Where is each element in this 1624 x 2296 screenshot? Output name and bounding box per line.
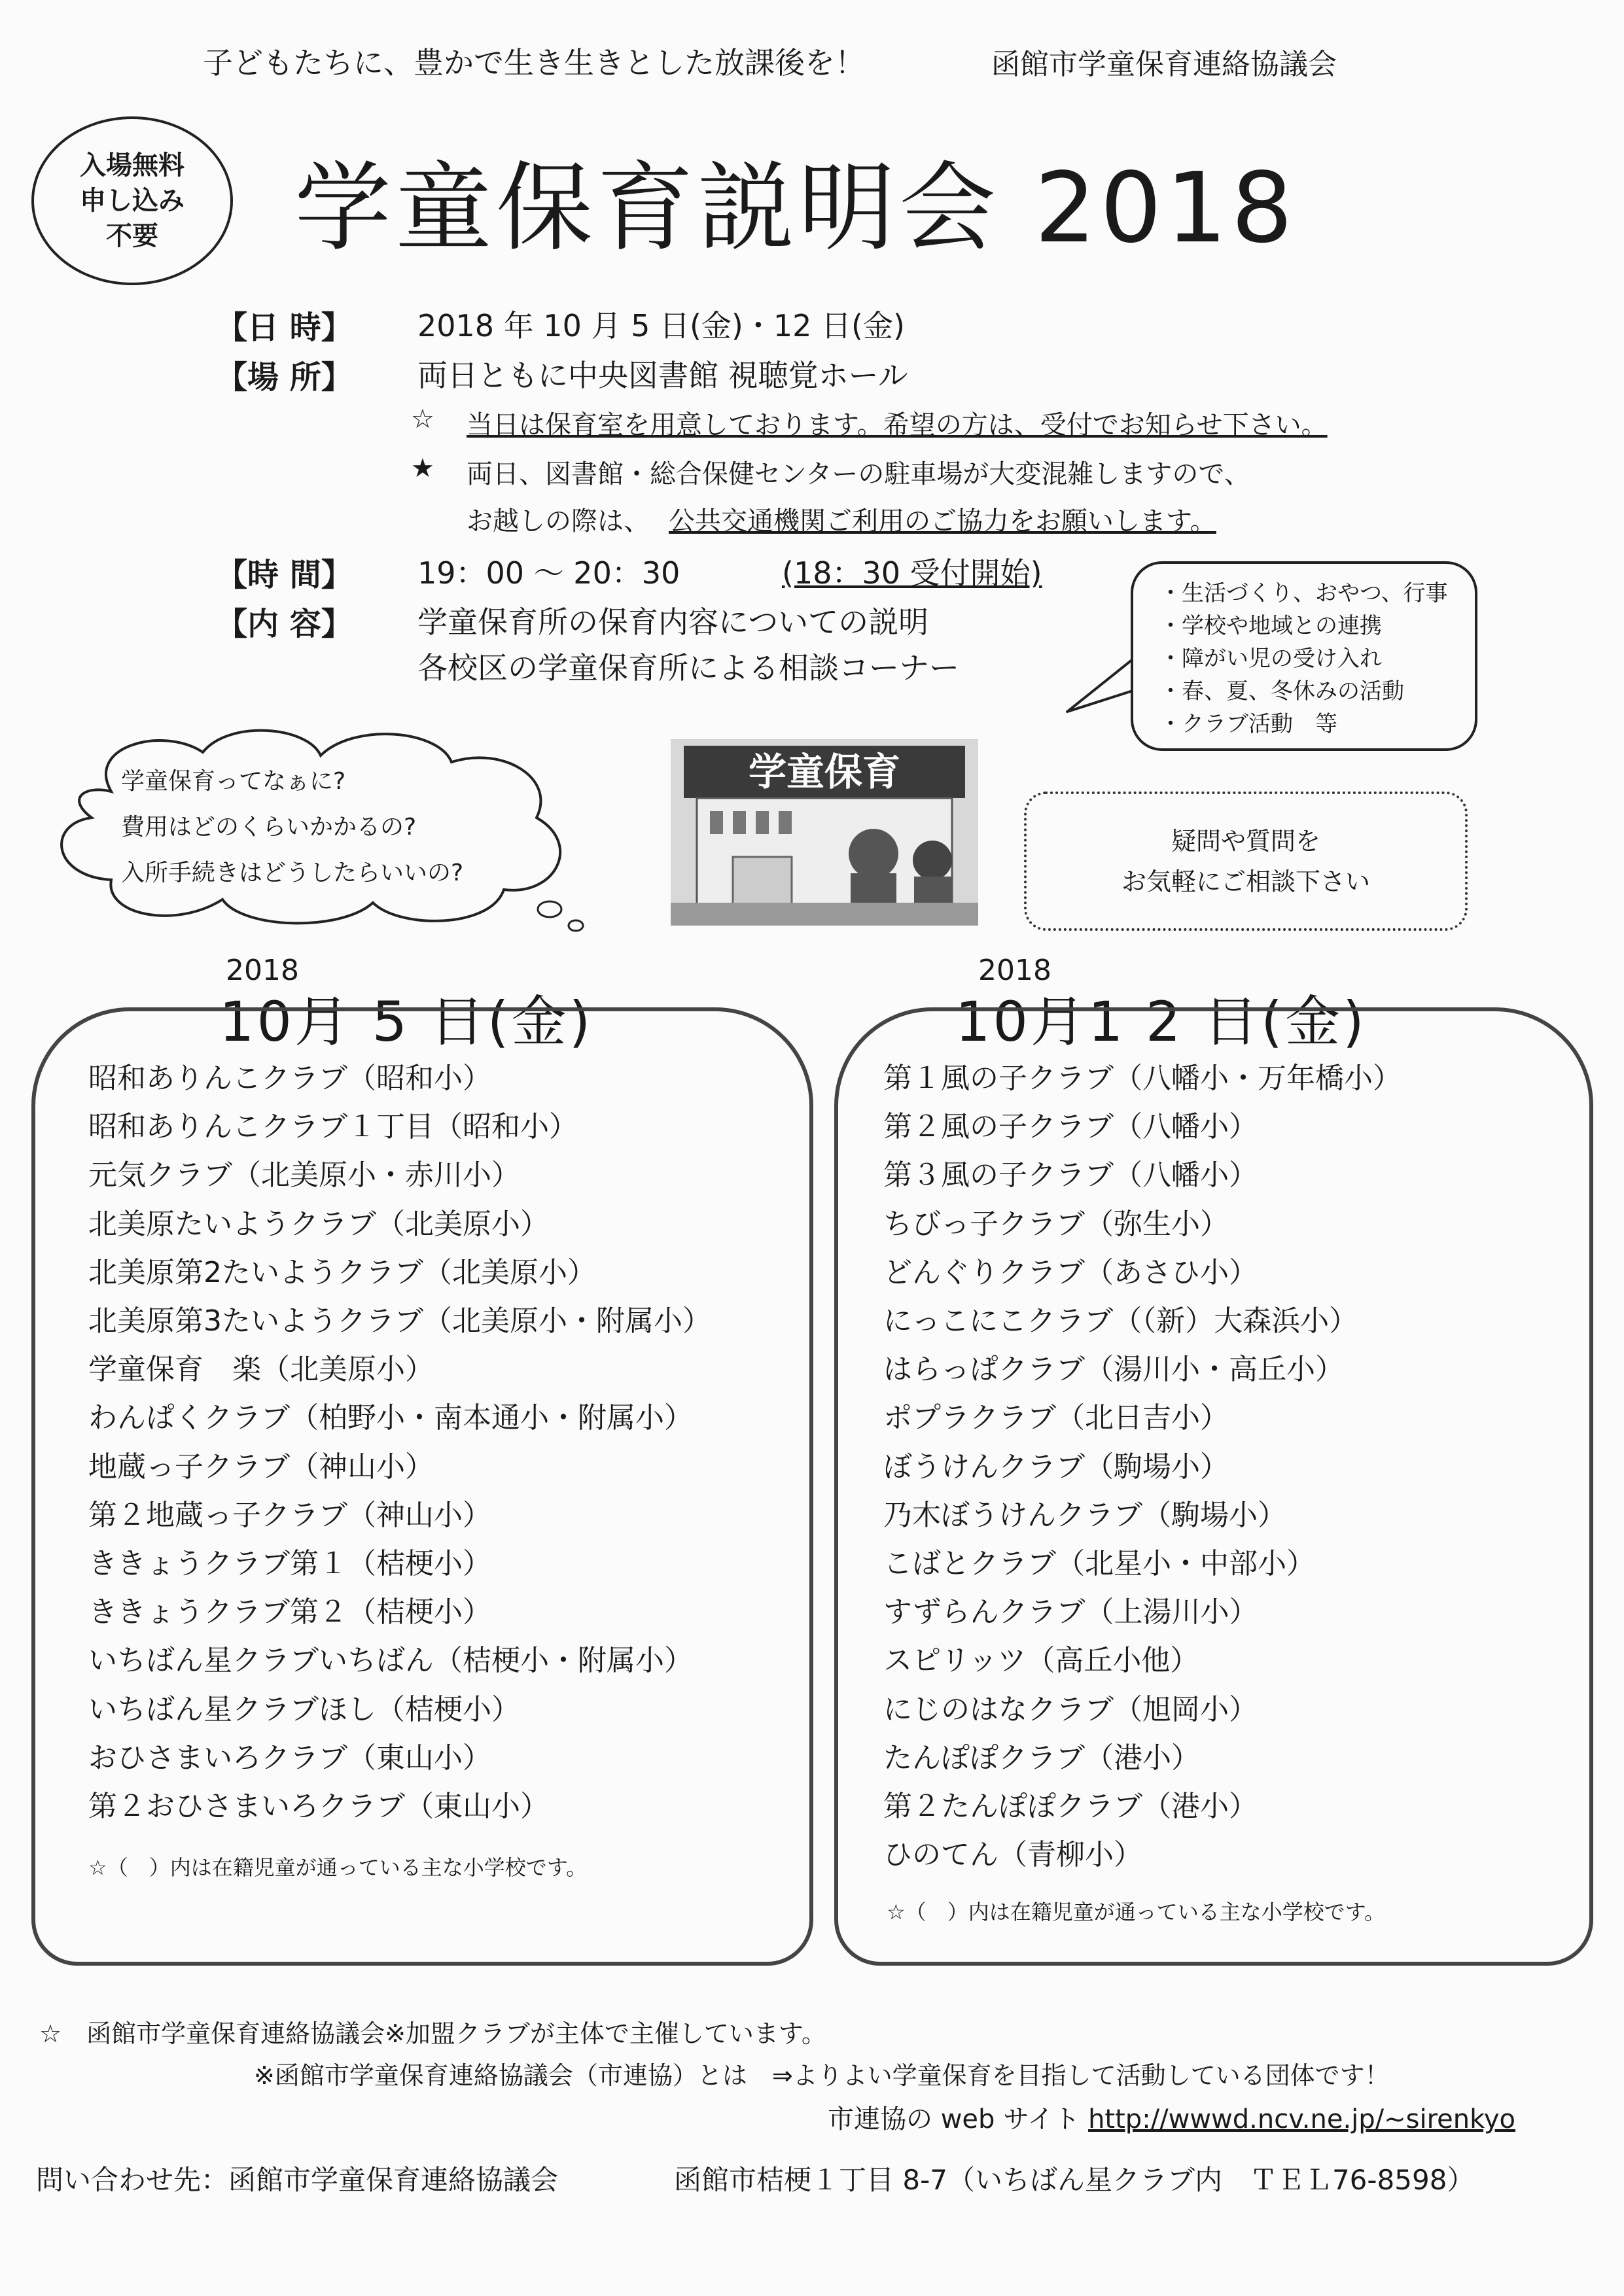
council-description: ※函館市学童保育連絡協議会（市連協）とは ⇒よりよい学童保育を目指して活動している団体です！ xyxy=(254,2061,1390,2090)
website-link[interactable]: http://wwwd.ncv.ne.jp/~sirenkyo xyxy=(1088,2104,1516,2134)
question-item: 費用はどのくらいかかるの? xyxy=(121,814,417,841)
badge-line: 入場無料 xyxy=(80,150,185,181)
host-note: ☆ 函館市学童保育連絡協議会※加盟クラブが主体で主催しています。 xyxy=(39,2019,826,2048)
page-title: 学童保育説明会 2018 xyxy=(294,152,1297,264)
nursery-note-mark: ☆ xyxy=(411,404,434,434)
content-label: 【内 容】 xyxy=(216,606,353,642)
club-item: こばとクラブ（北星小・中部小） xyxy=(883,1547,1315,1581)
place-value: 両日ともに中央図書館 視聴覚ホール xyxy=(417,358,908,393)
topic-item: ・生活づくり、おやつ、行事 xyxy=(1159,580,1448,606)
parking-note-mark: ★ xyxy=(411,453,434,483)
club-item: わんぱくクラブ（柏野小・南本通小・附属小） xyxy=(88,1401,693,1435)
date-label: 【日 時】 xyxy=(216,309,353,346)
contact-address: 函館市桔梗１丁目 8-7（いちばん星クラブ内 ＴＥＬ76-8598） xyxy=(674,2164,1475,2196)
day1-note: ☆（ ）内は在籍児童が通っている主な小学校です。 xyxy=(88,1855,588,1880)
topic-item: ・学校や地域との連携 xyxy=(1159,613,1382,639)
club-item: ぼうけんクラブ（駒場小） xyxy=(883,1450,1229,1484)
day2-year: 2018 xyxy=(978,954,1051,987)
question-item: 学童保育ってなぁに? xyxy=(121,768,346,795)
club-item: 学童保育 楽（北美原小） xyxy=(88,1353,434,1387)
club-item: すずらんクラブ（上湯川小） xyxy=(883,1595,1258,1629)
club-item: どんぐりクラブ（あさひ小） xyxy=(883,1255,1258,1289)
club-item: たんぽぽクラブ（港小） xyxy=(883,1741,1200,1775)
day2-date: 10月1 2 日(金) xyxy=(955,990,1367,1054)
club-item: 北美原第3たいようクラブ（北美原小・附属小） xyxy=(88,1304,711,1338)
topic-item: ・春、夏、冬休みの活動 xyxy=(1159,678,1404,704)
club-item: ききょうクラブ第２（桔梗小） xyxy=(88,1595,491,1629)
club-item: 第２おひさまいろクラブ（東山小） xyxy=(88,1790,549,1824)
club-item: おひさまいろクラブ（東山小） xyxy=(88,1741,491,1775)
illustration-sign: 学童保育 xyxy=(748,750,901,794)
time-value: 19：00 ～ 20：30 xyxy=(417,555,680,591)
club-item: 地蔵っ子クラブ（神山小） xyxy=(88,1450,434,1484)
place-label: 【場 所】 xyxy=(216,359,353,396)
day2-note: ☆（ ）内は在籍児童が通っている主な小学校です。 xyxy=(887,1900,1386,1924)
club-item: ききょうクラブ第１（桔梗小） xyxy=(88,1547,491,1581)
parking-note: 両日、図書館・総合保健センターの駐車場が大変混雑しますので、 xyxy=(467,459,1250,489)
question-item: 入所手続きはどうしたらいいの? xyxy=(121,860,464,886)
contact-label: 問い合わせ先：函館市学童保育連絡協議会 xyxy=(36,2164,559,2196)
content-line: 学童保育所の保育内容についての説明 xyxy=(417,604,929,640)
club-item: 北美原第2たいようクラブ（北美原小） xyxy=(88,1255,596,1289)
day1-club-list xyxy=(88,1054,711,1831)
club-item: スピリッツ（高丘小他） xyxy=(883,1644,1199,1678)
question-list xyxy=(121,759,463,896)
time-label: 【時 間】 xyxy=(216,557,353,593)
nursery-note: 当日は保育室を用意しております。希望の方は、受付でお知らせ下さい。 xyxy=(467,410,1328,440)
club-item: いちばん星クラブほし（桔梗小） xyxy=(88,1692,520,1726)
website-label: 市連協の web サイト xyxy=(828,2104,1080,2134)
day2-club-list xyxy=(883,1054,1402,1879)
tagline: 子どもたちに、豊かで生き生きとした放課後を！ xyxy=(203,45,865,80)
reception-time: (18：30 受付開始) xyxy=(782,555,1042,591)
club-item: にじのはなクラブ（旭岡小） xyxy=(883,1692,1258,1726)
topic-item: ・障がい児の受け入れ xyxy=(1159,646,1382,672)
website-line xyxy=(828,2098,1515,2136)
day1-year: 2018 xyxy=(226,954,299,987)
club-item: いちばん星クラブいちばん（桔梗小・附属小） xyxy=(88,1644,693,1678)
club-item: ひのてん（青柳小） xyxy=(883,1838,1142,1872)
club-item: はらっぱクラブ（湯川小・高丘小） xyxy=(883,1353,1344,1387)
badge-line: 不要 xyxy=(106,221,158,251)
badge-line: 申し込み xyxy=(80,186,185,216)
club-item: 昭和ありんこクラブ（昭和小） xyxy=(88,1062,491,1095)
club-item: 元気クラブ（北美原小・赤川小） xyxy=(88,1158,520,1192)
consult-line: 疑問や質問を xyxy=(1171,826,1320,856)
topic-item: ・クラブ活動 等 xyxy=(1159,711,1337,737)
organizer-name: 函館市学童保育連絡協議会 xyxy=(991,48,1337,81)
content-line: 各校区の学童保育所による相談コーナー xyxy=(417,650,959,686)
club-item: 第３風の子クラブ（八幡小） xyxy=(883,1158,1258,1192)
free-entry-badge xyxy=(31,116,233,285)
school-illustration xyxy=(671,739,978,926)
consult-line: お気軽にご相談下さい xyxy=(1121,867,1370,896)
club-item: 第１風の子クラブ（八幡小・万年橋小） xyxy=(883,1062,1402,1095)
club-item: ちびっ子クラブ（弥生小） xyxy=(883,1207,1229,1241)
club-item: 第２たんぽぽクラブ（港小） xyxy=(883,1790,1258,1824)
club-item: 昭和ありんこクラブ１丁目（昭和小） xyxy=(88,1110,578,1144)
transit-note: 公共交通機関ご利用のご協力をお願いします。 xyxy=(669,506,1216,536)
club-item: にっこにこクラブ（（新）大森浜小） xyxy=(883,1304,1358,1338)
club-item: ポプラクラブ（北日吉小） xyxy=(883,1401,1229,1435)
club-item: 第２風の子クラブ（八幡小） xyxy=(883,1110,1258,1144)
speech-tail xyxy=(1063,654,1142,726)
transit-note-prefix: お越しの際は、 xyxy=(467,506,650,536)
club-item: 乃木ぼうけんクラブ（駒場小） xyxy=(883,1498,1286,1532)
topics-bubble xyxy=(1131,561,1477,751)
day1-date: 10月 5 日(金) xyxy=(219,990,593,1054)
club-item: 第２地蔵っ子クラブ（神山小） xyxy=(88,1498,491,1532)
consult-box xyxy=(1024,791,1468,931)
club-item: 北美原たいようクラブ（北美原小） xyxy=(88,1207,549,1241)
date-value: 2018 年 10 月 5 日(金)・12 日(金) xyxy=(417,308,905,343)
